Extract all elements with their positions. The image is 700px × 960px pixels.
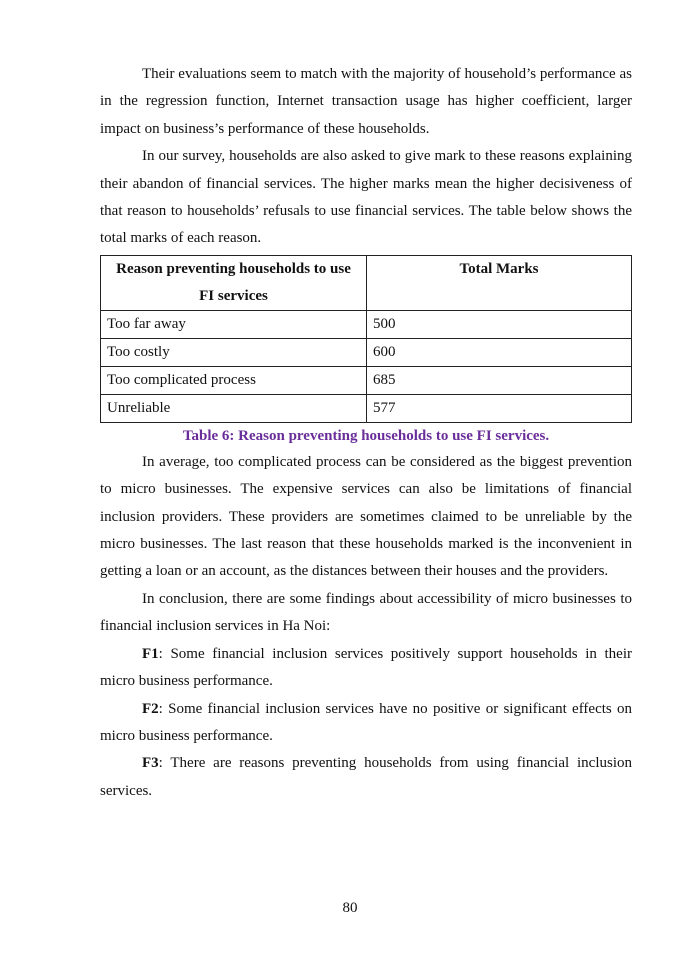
table-row: [101, 310, 632, 338]
table-cell-marks: 600: [367, 338, 632, 366]
table-row: [101, 366, 632, 394]
finding-f3: [100, 750, 632, 805]
paragraph-evaluations: Their evaluations seem to match with the majority of household’s performance as in the regression function, Internet transaction usage has higher coefficient, larger impact on business’s performance of these households.: [100, 66, 632, 137]
table-cell-marks: 577: [367, 394, 632, 422]
table-cell-reason: Too far away: [101, 310, 367, 338]
document-page: [100, 61, 632, 805]
finding-text: : Some financial inclusion services positively support households in their micro business performance.: [100, 645, 632, 690]
table-row: [101, 394, 632, 422]
table-row: [101, 338, 632, 366]
table-cell-marks: 685: [367, 366, 632, 394]
table-cell-reason: Too complicated process: [101, 366, 367, 394]
paragraph-conclusion: In conclusion, there are some findings about accessibility of micro businesses to financial inclusion services in Ha Noi:: [100, 590, 632, 635]
reasons-table: [100, 255, 632, 423]
paragraph-survey: In our survey, households are also asked to give mark to these reasons explaining their abandon of financial services. The higher marks mean the higher decisiveness of that reason to households’ refusals to use financial services. The table below shows the total marks of each reason.: [100, 148, 632, 247]
table-caption: Table 6: Reason preventing households to use FI services.: [182, 427, 550, 444]
page-number: 80: [342, 900, 358, 916]
paragraph-average: In average, too complicated process can be considered as the biggest prevention to micro businesses. The expensive services can also be limitations of financial inclusion providers. These providers are sometimes claimed to be unreliable by the micro businesses. The last reason that these households marked is the inconvenient in getting a loan or an account, as the distances between their houses and the providers.: [100, 453, 632, 580]
table-cell-reason: Unreliable: [101, 394, 367, 422]
table-cell-marks: 500: [367, 310, 632, 338]
finding-text: : Some financial inclusion services have no positive or significant effects on micro business performance.: [100, 700, 632, 744]
table-header-reason: Reason preventing households to use FI services: [101, 255, 367, 310]
finding-f1: [100, 641, 632, 696]
table-header-marks: Total Marks: [367, 255, 632, 310]
finding-f2: [100, 696, 632, 751]
finding-label: F2: [142, 700, 159, 717]
finding-text: : There are reasons preventing households from using financial inclusion services.: [100, 755, 632, 799]
table-cell-reason: Too costly: [101, 338, 367, 366]
table-header-row: [101, 255, 632, 310]
finding-label: F3: [142, 755, 159, 772]
finding-label: F1: [142, 645, 159, 662]
